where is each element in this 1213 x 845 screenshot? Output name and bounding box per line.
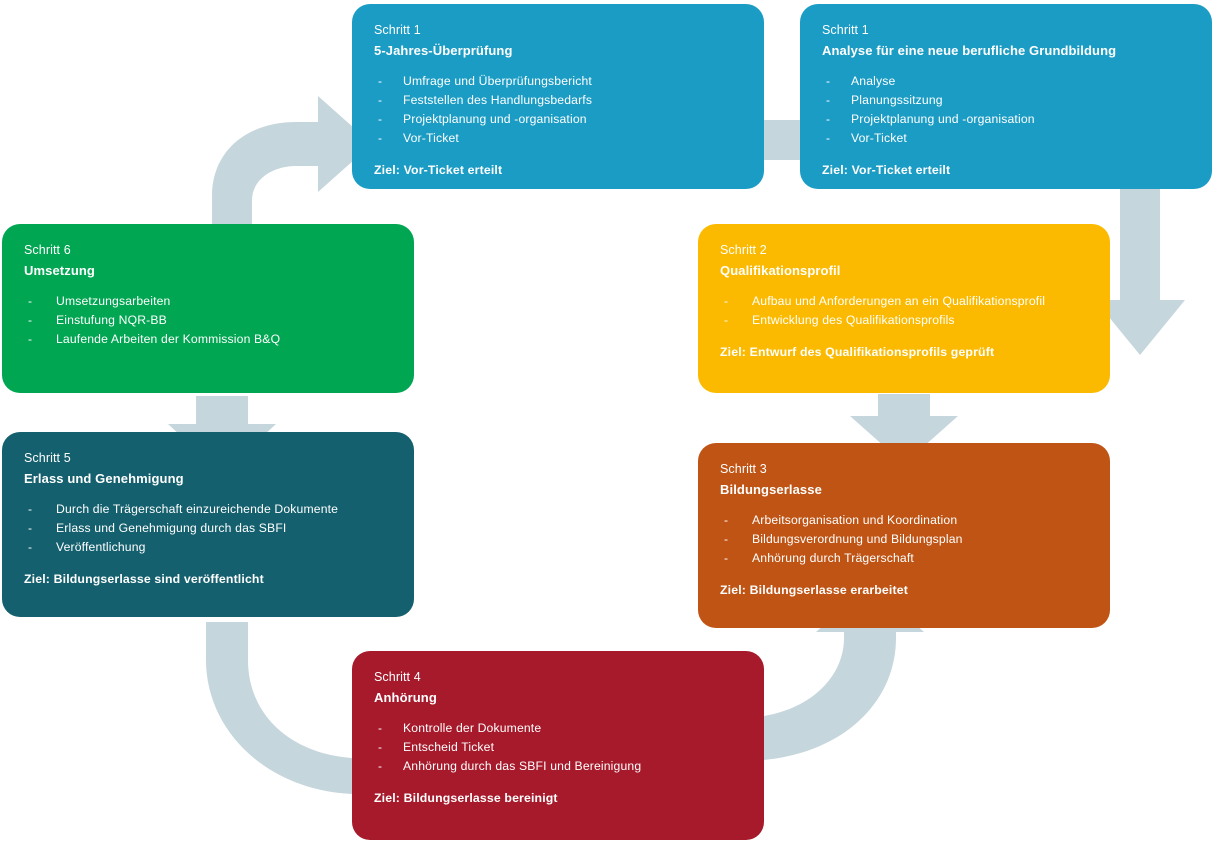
- card-schritt-5-erlass-genehmigung[interactable]: [2, 432, 414, 617]
- card-bullet-list: [822, 72, 1190, 148]
- card-goal: Ziel: Bildungserlasse erarbeitet: [720, 583, 908, 598]
- list-item: - Projektplanung und -organisation: [376, 110, 742, 129]
- list-item: - Umsetzungsarbeiten: [26, 292, 392, 311]
- card-step-label: Schritt 4: [374, 670, 421, 684]
- card-bullet-list: [24, 500, 392, 557]
- card-schritt-2-qualifikationsprofil[interactable]: [698, 224, 1110, 393]
- card-bullet-list: [374, 719, 742, 776]
- card-bullet-list: [24, 292, 392, 349]
- list-item: - Laufende Arbeiten der Kommission B&Q: [26, 330, 392, 349]
- list-item: - Projektplanung und -organisation: [824, 110, 1190, 129]
- card-step-label: Schritt 5: [24, 451, 71, 465]
- card-schritt-4-anhoerung[interactable]: [352, 651, 764, 840]
- card-title: Erlass und Genehmigung: [24, 470, 184, 486]
- list-item: - Bildungsverordnung und Bildungsplan: [722, 530, 1088, 549]
- card-bullet-list: [374, 72, 742, 148]
- list-item: - Umfrage und Überprüfungsbericht: [376, 72, 742, 91]
- list-item: - Einstufung NQR-BB: [26, 311, 392, 330]
- list-item: - Anhörung durch Trägerschaft: [722, 549, 1088, 568]
- card-schritt-6-umsetzung[interactable]: [2, 224, 414, 393]
- card-title: Umsetzung: [24, 262, 95, 278]
- card-step-label: Schritt 2: [720, 243, 767, 257]
- card-bullet-list: [720, 511, 1088, 568]
- card-title: Qualifikationsprofil: [720, 262, 841, 278]
- card-title: Anhörung: [374, 689, 437, 705]
- list-item: - Vor-Ticket: [376, 129, 742, 148]
- list-item: - Feststellen des Handlungsbedarfs: [376, 91, 742, 110]
- card-schritt-1-ueberpruefung[interactable]: [352, 4, 764, 189]
- card-goal: Ziel: Bildungserlasse bereinigt: [374, 791, 558, 806]
- list-item: - Durch die Trägerschaft einzureichende Dokumente: [26, 500, 392, 519]
- card-title: Bildungserlasse: [720, 481, 822, 497]
- card-schritt-1-analyse[interactable]: [800, 4, 1212, 189]
- card-step-label: Schritt 6: [24, 243, 71, 257]
- card-bullet-list: [720, 292, 1088, 330]
- card-title: Analyse für eine neue berufliche Grundbildung: [822, 42, 1117, 58]
- list-item: - Entscheid Ticket: [376, 738, 742, 757]
- list-item: - Analyse: [824, 72, 1190, 91]
- card-step-label: Schritt 1: [822, 23, 869, 37]
- list-item: - Aufbau und Anforderungen an ein Qualifikationsprofil: [722, 292, 1088, 311]
- card-step-label: Schritt 3: [720, 462, 767, 476]
- card-step-label: Schritt 1: [374, 23, 421, 37]
- card-schritt-3-bildungserlasse[interactable]: [698, 443, 1110, 628]
- list-item: - Planungssitzung: [824, 91, 1190, 110]
- list-item: - Erlass und Genehmigung durch das SBFI: [26, 519, 392, 538]
- arrow-left-up: [212, 96, 372, 230]
- list-item: - Kontrolle der Dokumente: [376, 719, 742, 738]
- list-item: - Veröffentlichung: [26, 538, 392, 557]
- card-goal: Ziel: Vor-Ticket erteilt: [374, 163, 503, 178]
- list-item: - Entwicklung des Qualifikationsprofils: [722, 311, 1088, 330]
- card-goal: Ziel: Vor-Ticket erteilt: [822, 163, 951, 178]
- card-goal: Ziel: Entwurf des Qualifikationsprofils geprüft: [720, 345, 995, 360]
- card-title: 5-Jahres-Überprüfung: [374, 42, 513, 58]
- list-item: - Anhörung durch das SBFI und Bereinigung: [376, 757, 742, 776]
- list-item: - Vor-Ticket: [824, 129, 1190, 148]
- card-goal: Ziel: Bildungserlasse sind veröffentlicht: [24, 572, 264, 587]
- list-item: - Arbeitsorganisation und Koordination: [722, 511, 1088, 530]
